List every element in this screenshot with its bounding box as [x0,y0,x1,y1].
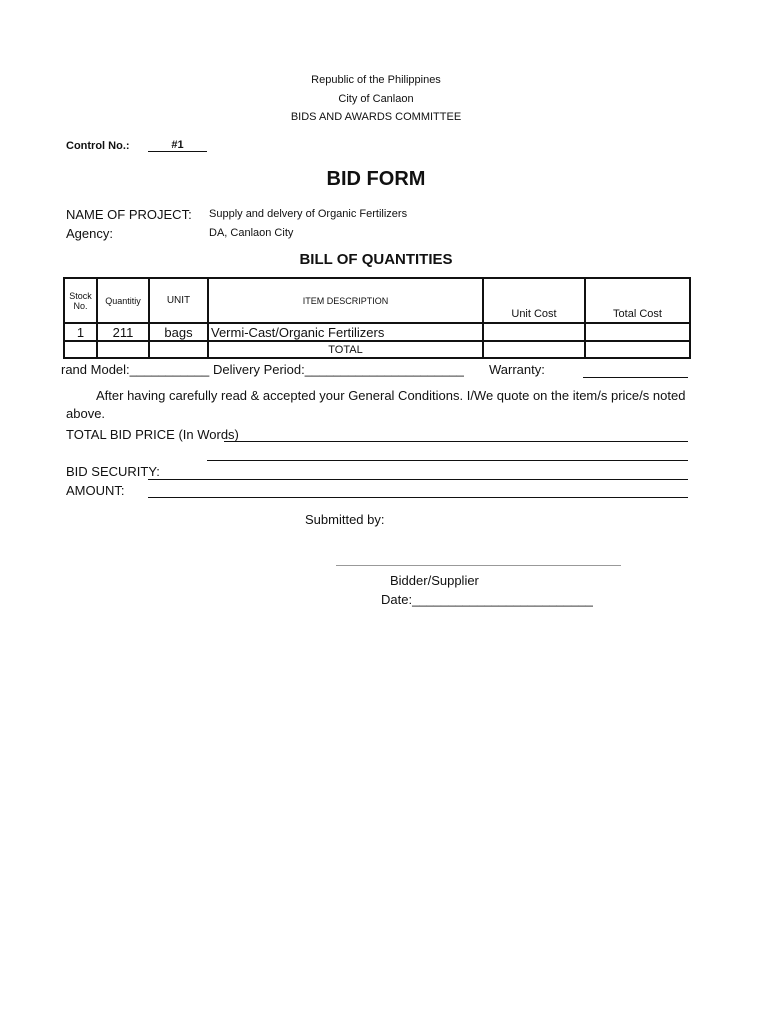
bid-security-label: BID SECURITY: [66,464,160,479]
project-name-value: Supply and delvery of Organic Fertilizers [209,208,408,220]
warranty-label: Warranty: [489,362,545,377]
agency-value: DA, Canlaon City [209,227,294,239]
cell-unit-cost[interactable] [483,323,585,341]
col-header-quantity: Quantitiy [97,278,149,323]
cell-total-cost[interactable] [585,323,690,341]
submitted-by-label: Submitted by: [305,512,385,527]
col-header-unit-cost: Unit Cost [483,278,585,323]
bill-of-quantities-table [63,277,691,359]
amount-label: AMOUNT: [66,483,125,498]
table-row [64,323,690,341]
bid-security-line[interactable] [148,479,688,480]
col-header-stock [64,278,97,323]
page-title: BID FORM [326,168,426,190]
header-committee: BIDS AND AWARDS COMMITTEE [290,111,462,123]
cell-unit: bags [149,323,208,341]
total-row-empty-2 [97,341,149,358]
warranty-field-line[interactable] [583,377,688,378]
total-row-empty-3 [149,341,208,358]
total-label: TOTAL [208,341,483,358]
cell-quantity: 211 [97,323,149,341]
statement-line2: above. [66,406,106,421]
header-city: City of Canlaon [338,93,414,105]
agency-label: Agency: [66,226,113,241]
total-row-empty-1 [64,341,97,358]
cell-stock: 1 [64,323,97,341]
total-cost-cell[interactable] [585,341,690,358]
statement-line1: After having carefully read & accepted your General Conditions. I/We quote on the item/s price/s noted [96,388,686,403]
total-unit-cost-cell[interactable] [483,341,585,358]
col-header-unit: UNIT [149,278,208,323]
total-bid-price-line2[interactable] [207,460,688,461]
boq-title: BILL OF QUANTITIES [299,251,453,268]
stock-header-line1: Stock [69,290,92,301]
control-value: #1 [148,139,207,152]
control-label: Control No.: [66,140,130,152]
project-name-label: NAME OF PROJECT: [66,207,192,222]
table-total-row [64,341,690,358]
total-bid-price-line1[interactable] [224,441,688,442]
date-field[interactable]: Date:_________________________ [381,592,593,607]
delivery-period-field[interactable]: Delivery Period:______________________ [213,362,464,377]
header-republic: Republic of the Philippines [311,74,441,86]
signature-line[interactable] [336,565,621,566]
brand-model-field[interactable]: rand Model:___________ [61,362,210,377]
col-header-description: ITEM DESCRIPTION [208,278,483,323]
table-header-row [64,278,690,323]
bidder-label: Bidder/Supplier [390,573,479,588]
cell-description: Vermi-Cast/Organic Fertilizers [208,323,483,341]
amount-line[interactable] [148,497,688,498]
col-header-total-cost: Total Cost [585,278,690,323]
stock-header-line2: No. [73,300,88,311]
total-bid-price-label: TOTAL BID PRICE (In Words) [66,427,239,442]
